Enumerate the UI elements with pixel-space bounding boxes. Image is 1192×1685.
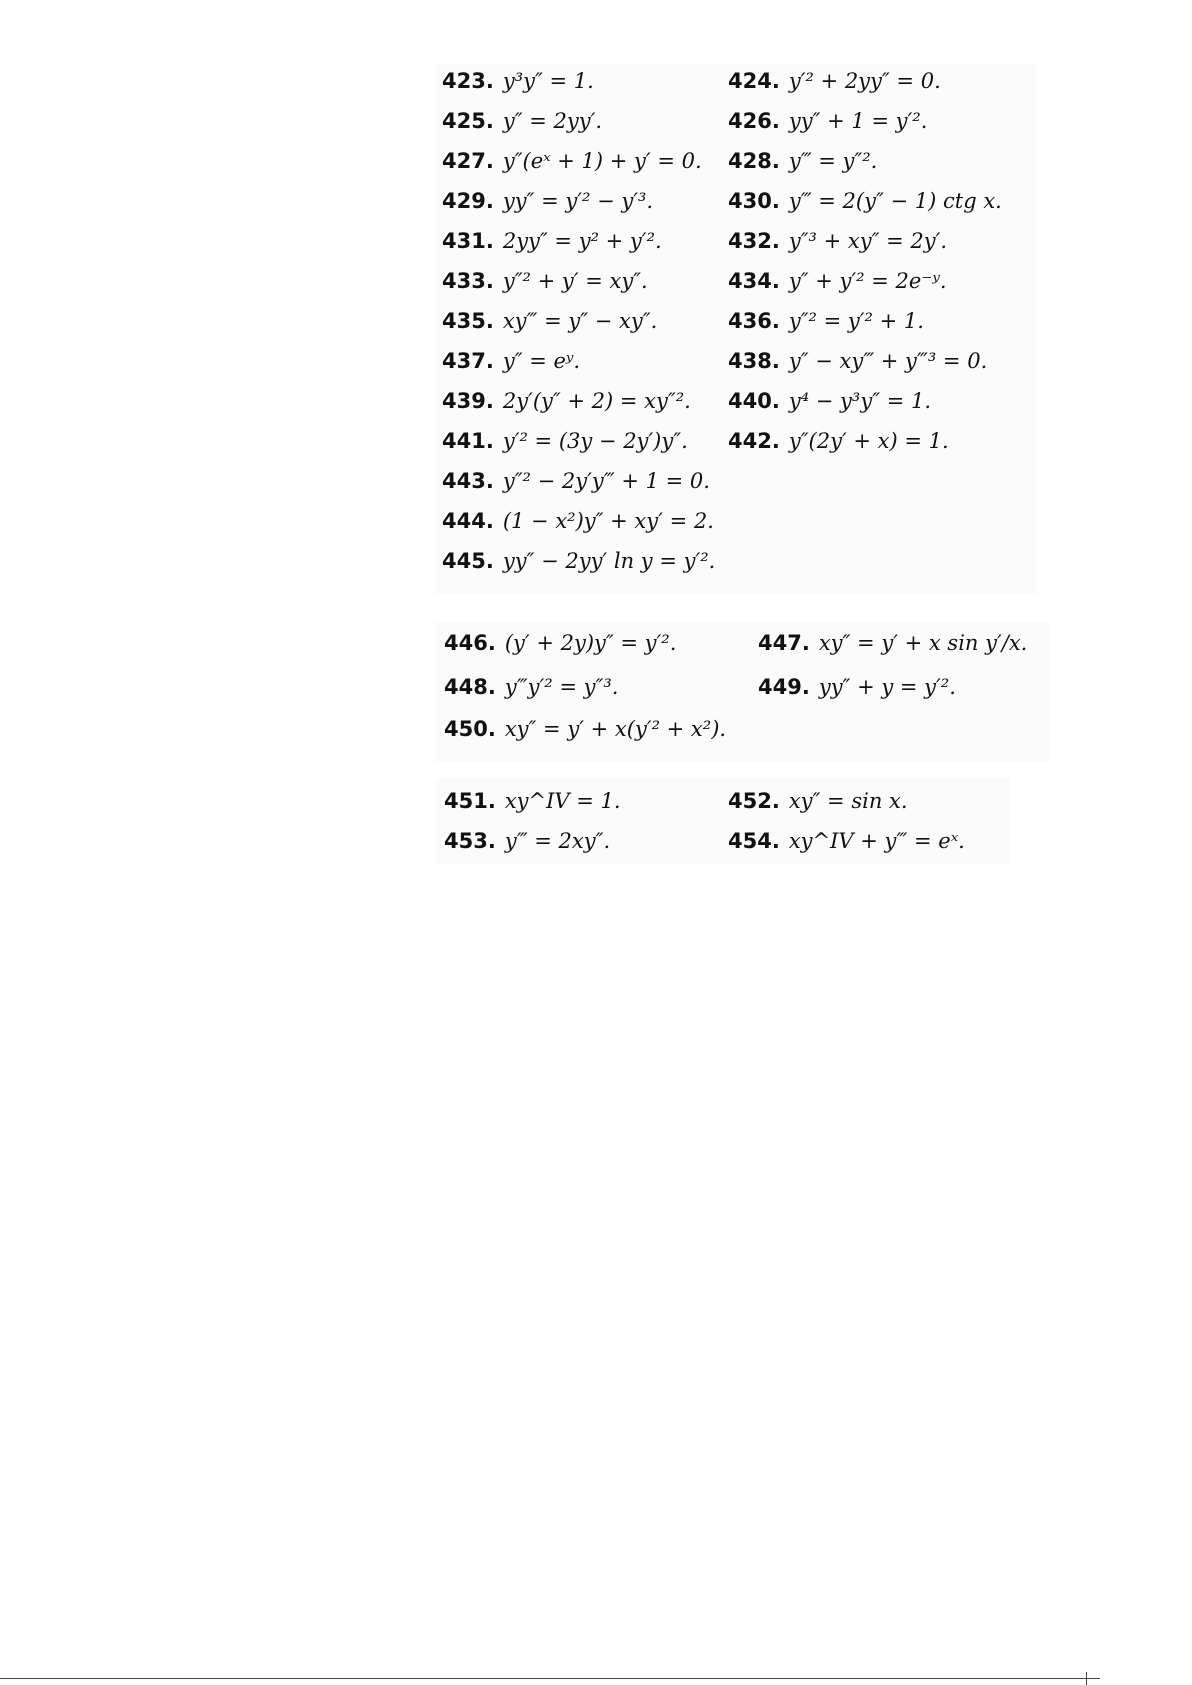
problem-equation: y‴ = 2xy″. xyxy=(504,829,611,853)
problem-equation: 2y′(y″ + 2) = xy″². xyxy=(502,389,691,413)
problem-437 xyxy=(442,344,580,378)
problem-424 xyxy=(728,64,941,98)
problem-439 xyxy=(442,384,691,418)
problem-equation: y³y″ = 1. xyxy=(502,69,594,93)
problem-number: 443. xyxy=(442,469,494,493)
problem-447 xyxy=(758,626,1027,660)
problem-number: 450. xyxy=(444,717,496,741)
problem-448 xyxy=(444,670,618,704)
problem-equation: y‴ = y″². xyxy=(788,149,878,173)
problem-number: 435. xyxy=(442,309,494,333)
problem-428 xyxy=(728,144,877,178)
problem-equation: y″ = eʸ. xyxy=(502,349,581,373)
problem-442 xyxy=(728,424,949,458)
problem-440 xyxy=(728,384,931,418)
problem-equation: y″(2y′ + x) = 1. xyxy=(788,429,949,453)
problem-equation: xy^IV = 1. xyxy=(504,789,621,813)
problem-number: 440. xyxy=(728,389,780,413)
problem-equation: y″² − 2y′y‴ + 1 = 0. xyxy=(502,469,710,493)
problem-430 xyxy=(728,184,1002,218)
problem-equation: yy″ = y′² − y′³. xyxy=(502,189,654,213)
problem-equation: xy″ = y′ + x sin y′/x. xyxy=(818,631,1028,655)
problem-block-451-454 xyxy=(436,778,1010,864)
problem-equation: y″ + y′² = 2e⁻ʸ. xyxy=(788,269,947,293)
problem-number: 433. xyxy=(442,269,494,293)
problem-429 xyxy=(442,184,653,218)
problem-number: 442. xyxy=(728,429,780,453)
problem-equation: y″ − xy‴ + y‴³ = 0. xyxy=(788,349,988,373)
problem-446 xyxy=(444,626,676,660)
problem-number: 449. xyxy=(758,675,810,699)
problem-number: 434. xyxy=(728,269,780,293)
problem-433 xyxy=(442,264,648,298)
problem-432 xyxy=(728,224,947,258)
problem-number: 438. xyxy=(728,349,780,373)
problem-number: 423. xyxy=(442,69,494,93)
page-bottom-rule xyxy=(0,1678,1100,1679)
problem-number: 448. xyxy=(444,675,496,699)
problem-number: 432. xyxy=(728,229,780,253)
problem-434 xyxy=(728,264,947,298)
problem-number: 428. xyxy=(728,149,780,173)
problem-equation: (1 − x²)y″ + xy′ = 2. xyxy=(502,509,714,533)
problem-block-446-450 xyxy=(436,622,1050,762)
problem-equation: y′² = (3y − 2y′)y″. xyxy=(502,429,688,453)
problem-number: 437. xyxy=(442,349,494,373)
problem-427 xyxy=(442,144,702,178)
problem-number: 444. xyxy=(442,509,494,533)
problem-452 xyxy=(728,784,908,818)
problem-equation: y‴y′² = y″³. xyxy=(504,675,619,699)
problem-number: 447. xyxy=(758,631,810,655)
problem-454 xyxy=(728,824,965,858)
problem-equation: y″³ + xy″ = 2y′. xyxy=(788,229,948,253)
problem-equation: y″² = y′² + 1. xyxy=(788,309,924,333)
problem-equation: yy″ + 1 = y′². xyxy=(788,109,928,133)
problem-444 xyxy=(442,504,714,538)
problem-number: 452. xyxy=(728,789,780,813)
problem-number: 451. xyxy=(444,789,496,813)
problem-equation: xy″ = y′ + x(y′² + x²). xyxy=(504,717,727,741)
page-corner-mark xyxy=(1086,1672,1087,1685)
problem-443 xyxy=(442,464,710,498)
problem-431 xyxy=(442,224,662,258)
problem-number: 454. xyxy=(728,829,780,853)
problem-425 xyxy=(442,104,602,138)
problem-423 xyxy=(442,64,594,98)
problem-number: 445. xyxy=(442,549,494,573)
problem-equation: y‴ = 2(y″ − 1) ctg x. xyxy=(788,189,1002,213)
problem-number: 427. xyxy=(442,149,494,173)
problem-451 xyxy=(444,784,621,818)
problem-number: 453. xyxy=(444,829,496,853)
problem-445 xyxy=(442,544,715,578)
problem-number: 426. xyxy=(728,109,780,133)
problem-equation: y″(eˣ + 1) + y′ = 0. xyxy=(502,149,702,173)
problem-number: 429. xyxy=(442,189,494,213)
problem-equation: y″² + y′ = xy″. xyxy=(502,269,648,293)
problem-equation: y′² + 2yy″ = 0. xyxy=(788,69,941,93)
problem-438 xyxy=(728,344,987,378)
problem-equation: xy″ = sin x. xyxy=(788,789,908,813)
problem-equation: yy″ − 2yy′ ln y = y′². xyxy=(502,549,716,573)
problem-450 xyxy=(444,712,726,746)
problem-number: 441. xyxy=(442,429,494,453)
problem-number: 439. xyxy=(442,389,494,413)
problem-436 xyxy=(728,304,924,338)
problem-number: 425. xyxy=(442,109,494,133)
problem-426 xyxy=(728,104,927,138)
problem-equation: xy‴ = y″ − xy″. xyxy=(502,309,658,333)
problem-number: 424. xyxy=(728,69,780,93)
problem-equation: 2yy″ = y² + y′². xyxy=(502,229,662,253)
problem-449 xyxy=(758,670,956,704)
problem-number: 431. xyxy=(442,229,494,253)
problem-435 xyxy=(442,304,657,338)
problem-equation: xy^IV + y‴ = eˣ. xyxy=(788,829,965,853)
problem-441 xyxy=(442,424,688,458)
problem-equation: yy″ + y = y′². xyxy=(818,675,956,699)
problem-equation: y″ = 2yy′. xyxy=(502,109,603,133)
problem-number: 436. xyxy=(728,309,780,333)
problem-block-423-445 xyxy=(436,64,1036,594)
problem-453 xyxy=(444,824,610,858)
problem-equation: (y′ + 2y)y″ = y′². xyxy=(504,631,677,655)
problem-number: 446. xyxy=(444,631,496,655)
problem-number: 430. xyxy=(728,189,780,213)
problem-equation: y⁴ − y³y″ = 1. xyxy=(788,389,932,413)
